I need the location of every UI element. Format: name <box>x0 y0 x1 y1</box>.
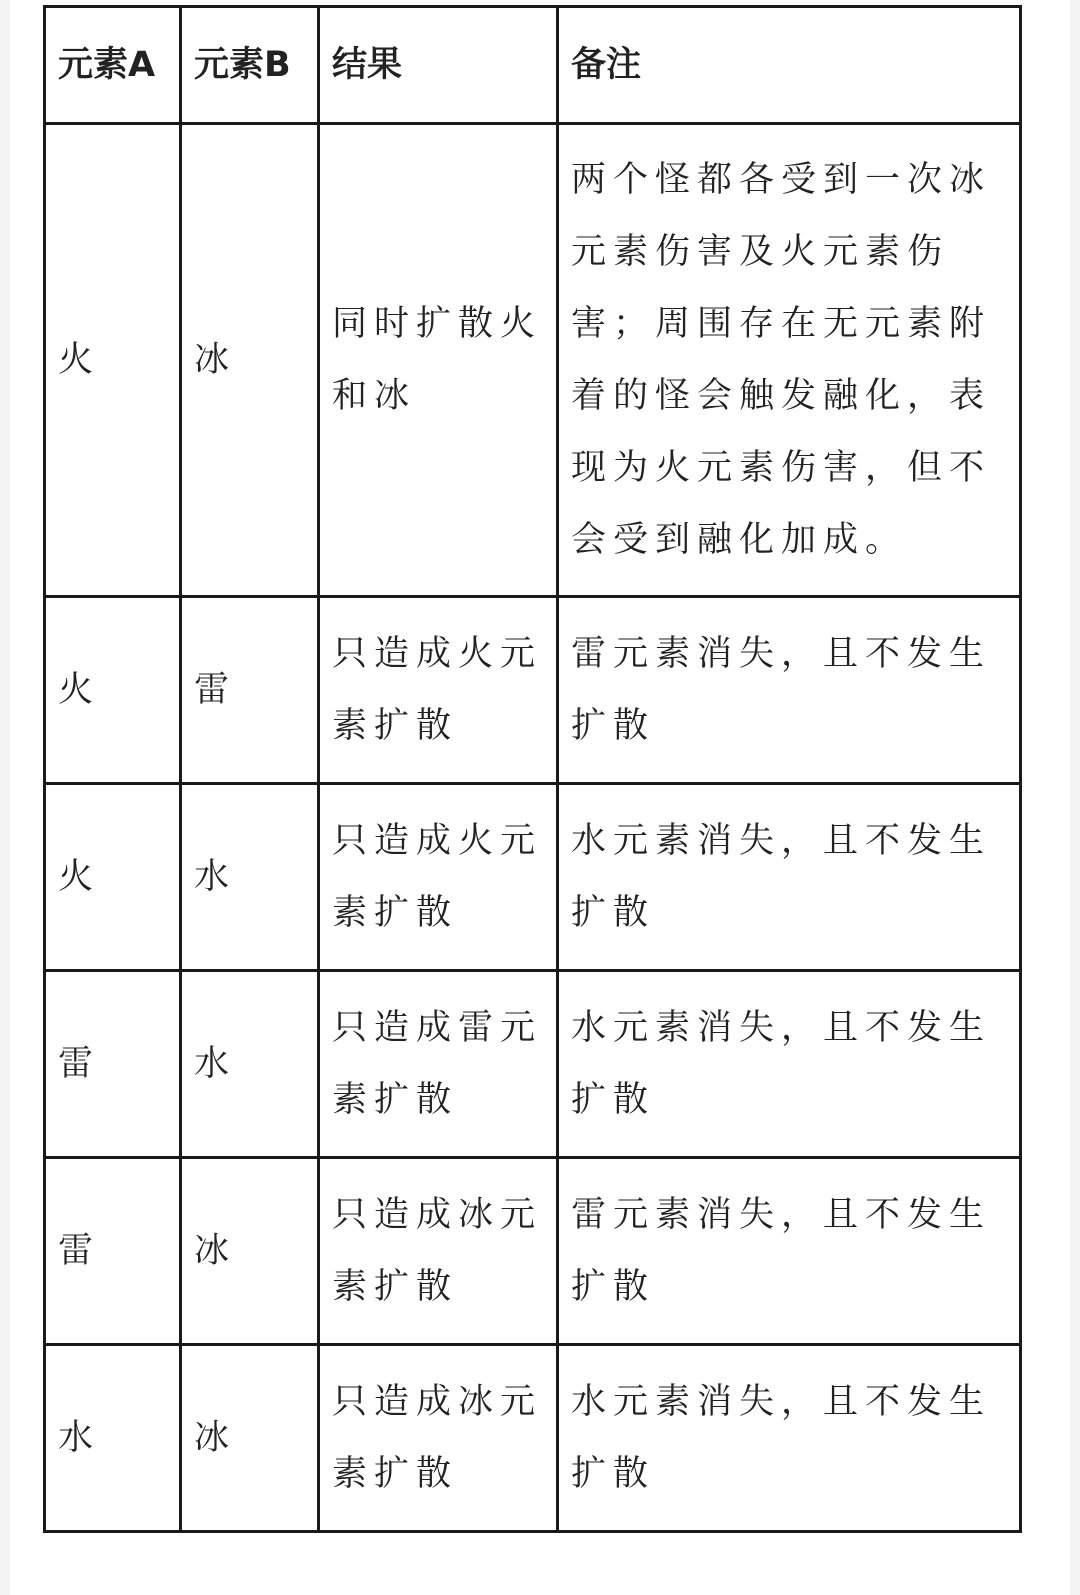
table-row <box>45 1345 1021 1532</box>
cell-element-a: 火 <box>45 124 181 597</box>
table-row <box>45 971 1021 1158</box>
cell-note: 水元素消失，且不发生扩散 <box>558 784 1021 971</box>
cell-element-b: 冰 <box>181 124 319 597</box>
cell-element-a: 雷 <box>45 1158 181 1345</box>
cell-element-a: 火 <box>45 784 181 971</box>
header-element-a: 元素A <box>45 7 181 124</box>
cell-note: 水元素消失，且不发生扩散 <box>558 971 1021 1158</box>
cell-note: 水元素消失，且不发生扩散 <box>558 1345 1021 1532</box>
cell-note: 雷元素消失，且不发生扩散 <box>558 1158 1021 1345</box>
cell-note: 两个怪都各受到一次冰元素伤害及火元素伤害；周围存在无元素附着的怪会触发融化，表现为火元素伤害，但不会受到融化加成。 <box>558 124 1021 597</box>
page-edge-left <box>0 0 10 1595</box>
cell-result: 只造成火元素扩散 <box>319 784 558 971</box>
table-row <box>45 597 1021 784</box>
cell-element-a: 水 <box>45 1345 181 1532</box>
cell-result: 同时扩散火和冰 <box>319 124 558 597</box>
cell-element-a: 火 <box>45 597 181 784</box>
cell-element-b: 冰 <box>181 1345 319 1532</box>
table-row <box>45 1158 1021 1345</box>
cell-element-a: 雷 <box>45 971 181 1158</box>
cell-result: 只造成雷元素扩散 <box>319 971 558 1158</box>
header-note: 备注 <box>558 7 1021 124</box>
cell-element-b: 雷 <box>181 597 319 784</box>
cell-result: 只造成冰元素扩散 <box>319 1158 558 1345</box>
element-reaction-table <box>43 5 1022 1533</box>
cell-element-b: 冰 <box>181 1158 319 1345</box>
cell-result: 只造成冰元素扩散 <box>319 1345 558 1532</box>
table-header-row <box>45 7 1021 124</box>
header-result: 结果 <box>319 7 558 124</box>
cell-element-b: 水 <box>181 971 319 1158</box>
page-edge-right <box>1070 0 1080 1595</box>
table-row <box>45 124 1021 597</box>
cell-element-b: 水 <box>181 784 319 971</box>
table-row <box>45 784 1021 971</box>
header-element-b: 元素B <box>181 7 319 124</box>
cell-result: 只造成火元素扩散 <box>319 597 558 784</box>
cell-note: 雷元素消失，且不发生扩散 <box>558 597 1021 784</box>
